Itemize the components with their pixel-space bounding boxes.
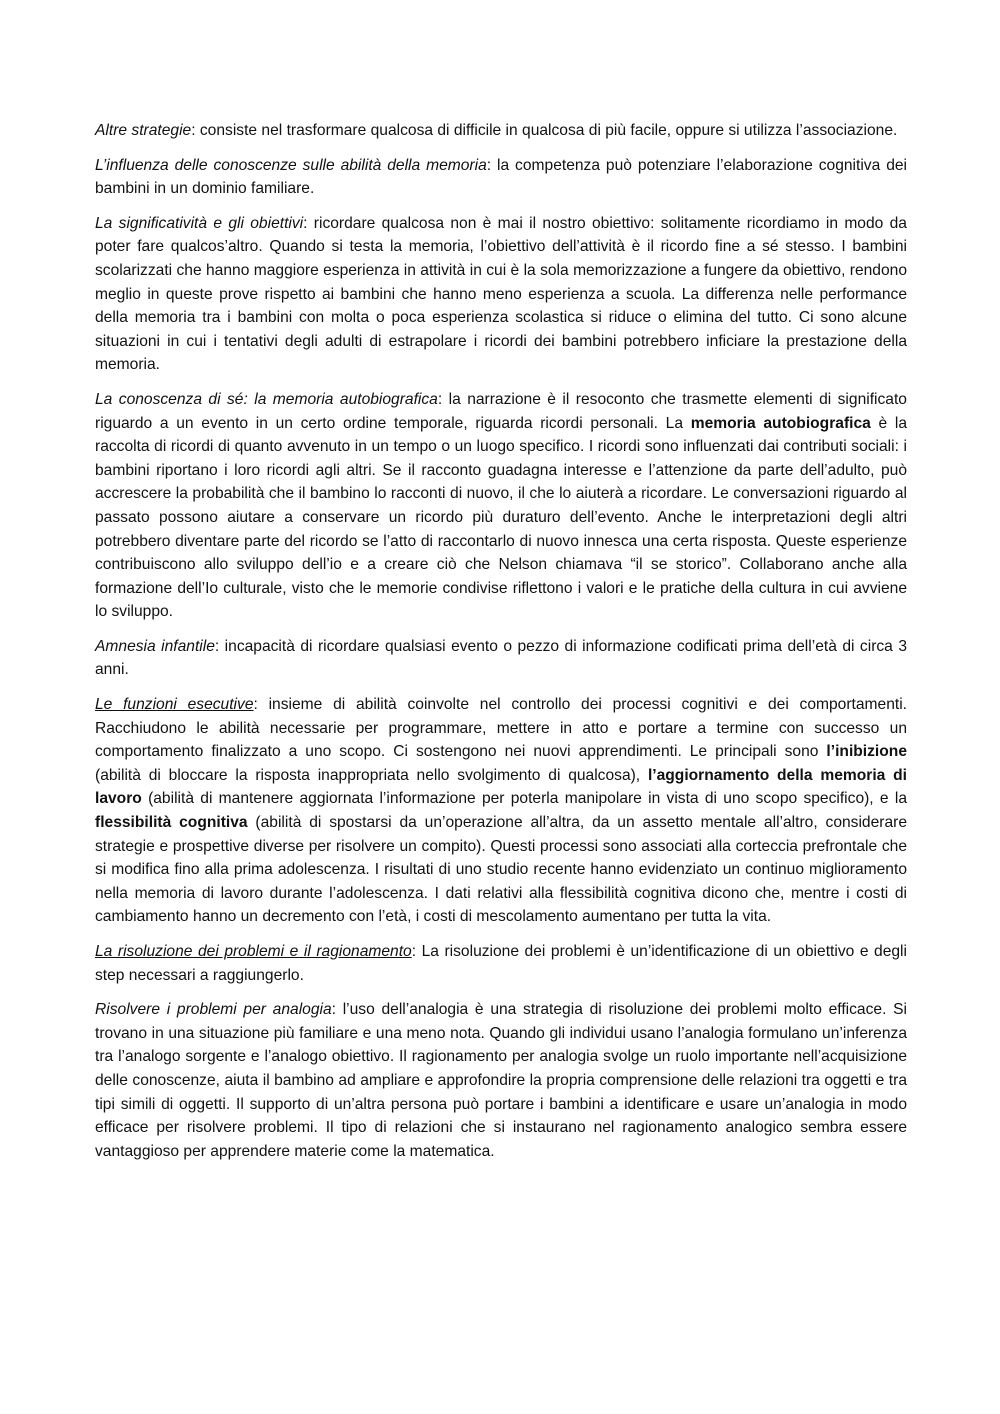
- paragraph-text: è la raccolta di ricordi di quanto avvenuto in un tempo o un luogo specifico. I ricordi sono influenzati dai contributi sociali: i bambini riportano i loro ricordi agli altri. Se il racconto guadagna interesse e l’attenzione da parte dell’adulto, può accrescere la probabilità che il bambino lo racconti di nuovo, il che lo aiuterà a ricordare. Le conversazioni riguardo al passato possono aiutare a conservare un ricordo più duraturo dell’evento. Anche le interpretazioni degli altri potrebbero diventare parte del ricordo se l’atto di raccontarlo di nuovo innesca una certa risposta. Queste esperienze contribuiscono allo sviluppo dell’io e a creare ciò che Nelson chiamava “il se storico”. Collaborano anche alla formazione dell’Io culturale, visto che le memorie condivise riflettono i valori e le pratiche della cultura in cui avviene lo sviluppo.: [95, 414, 907, 621]
- bold-keyword: l’aggiornamento della memoria di lavoro: [95, 766, 908, 808]
- paragraph-text: : insieme di abilità coinvolte nel controllo dei processi cognitivi e dei comportamenti. Racchiudono le abilità necessarie per programmare, mettere in atto e portare a termine con successo un comportamento finalizzato a uno scopo. Ci sostengono nei nuovi apprendimenti. Le principali sono: [95, 696, 908, 761]
- document-page: [95, 119, 907, 1174]
- paragraph-term: La conoscenza di sé: la memoria autobiografica: [95, 390, 438, 408]
- paragraph-text: (abilità di mantenere aggiornata l’informazione per poterla manipolare in vista di uno scopo specifico), e la: [141, 790, 907, 808]
- paragraph-text: : la competenza può potenziare l’elaborazione cognitiva dei bambini in un dominio familiare.: [95, 156, 907, 198]
- paragraph-term: La significatività e gli obiettivi: [95, 214, 304, 232]
- paragraph: [95, 998, 907, 1163]
- bold-keyword: memoria autobiografica: [690, 414, 871, 432]
- paragraph-text: : ricordare qualcosa non è mai il nostro obiettivo: solitamente ricordiamo in modo da poter fare qualcos’altro. Quando si testa la memoria, l’obiettivo dell’attività è il ricordo fine a sé stesso. I bambini scolarizzati che hanno maggiore esperienza in attività in cui è la sola memorizzazione a fungere da obiettivo, rendono meglio in queste prove rispetto ai bambini che hanno meno esperienza a scuola. La differenza nelle performance della memoria tra i bambini con molta o poca esperienza scolastica si riduce o elimina del tutto. Ci sono alcune situazioni in cui i tentativi degli adulti di estrapolare i ricordi dei bambini potrebbero inficiare la prestazione della memoria.: [95, 214, 907, 374]
- paragraph-text: : l’uso dell’analogia è una strategia di risoluzione dei problemi molto efficace. Si trovano in una situazione più familiare e una meno nota. Quando gli individui usano l’analogia formulano un’inferenza tra l’analogo sorgente e l’analogo obiettivo. Il ragionamento per analogia svolge un ruolo importante nell’acquisizione delle conoscenze, aiuta il bambino ad ampliare e approfondire la propria comprensione delle relazioni tra oggetti e tra tipi simili di oggetti. Il supporto di un’altra persona può portare i bambini a identificare e usare un’analogia in modo efficace per risolvere problemi. Il tipo di relazioni che si instaurano nel ragionamento analogico sembra essere vantaggioso per apprendere materie come la matematica.: [95, 1001, 907, 1160]
- paragraph: [95, 693, 907, 929]
- paragraph: [95, 119, 907, 143]
- paragraph-term: Le funzioni esecutive: [95, 696, 254, 714]
- paragraph: [95, 154, 907, 201]
- paragraph: [95, 388, 907, 624]
- paragraph-text: : incapacità di ricordare qualsiasi evento o pezzo di informazione codificati prima dell’età di circa 3 anni.: [95, 637, 907, 679]
- paragraph-term: Risolvere i problemi per analogia: [95, 1001, 332, 1019]
- paragraph: [95, 635, 907, 682]
- paragraph-text: (abilità di bloccare la risposta inappropriata nello svolgimento di qualcosa),: [95, 766, 648, 784]
- paragraph-term: Amnesia infantile: [95, 637, 215, 655]
- paragraph: [95, 212, 907, 377]
- paragraph: [95, 940, 907, 987]
- bold-keyword: l’inibizione: [826, 743, 907, 761]
- paragraph-term: L’influenza delle conoscenze sulle abilità della memoria: [95, 156, 487, 174]
- bold-keyword: flessibilità cognitiva: [95, 814, 248, 832]
- paragraph-term: La risoluzione dei problemi e il ragionamento: [95, 943, 412, 960]
- paragraph-text: : la narrazione è il resoconto che trasmette elementi di significato riguardo a un evento in un certo ordine temporale, riguarda ricordi personali. La: [95, 390, 907, 432]
- paragraph-text: (abilità di spostarsi da un’operazione all’altra, da un assetto mentale all’altro, considerare strategie e prospettive diverse per risolvere un compito). Questi processi sono associati alla corteccia prefrontale che si modifica fino alla prima adolescenza. I risultati di uno studio recente hanno evidenziato un continuo miglioramento nella memoria di lavoro durante l’adolescenza. I dati relativi alla flessibilità cognitiva dicono che, mentre i costi di cambiamento hanno un decremento con l’età, i costi di mescolamento aumentano per tutta la vita.: [95, 814, 908, 926]
- paragraph-term: Altre strategie: [95, 122, 192, 139]
- paragraph-text: : La risoluzione dei problemi è un’identificazione di un obiettivo e degli step necessari a raggiungerlo.: [95, 943, 907, 984]
- paragraph-text: : consiste nel trasformare qualcosa di difficile in qualcosa di più facile, oppure si utilizza l’associazione.: [191, 122, 898, 139]
